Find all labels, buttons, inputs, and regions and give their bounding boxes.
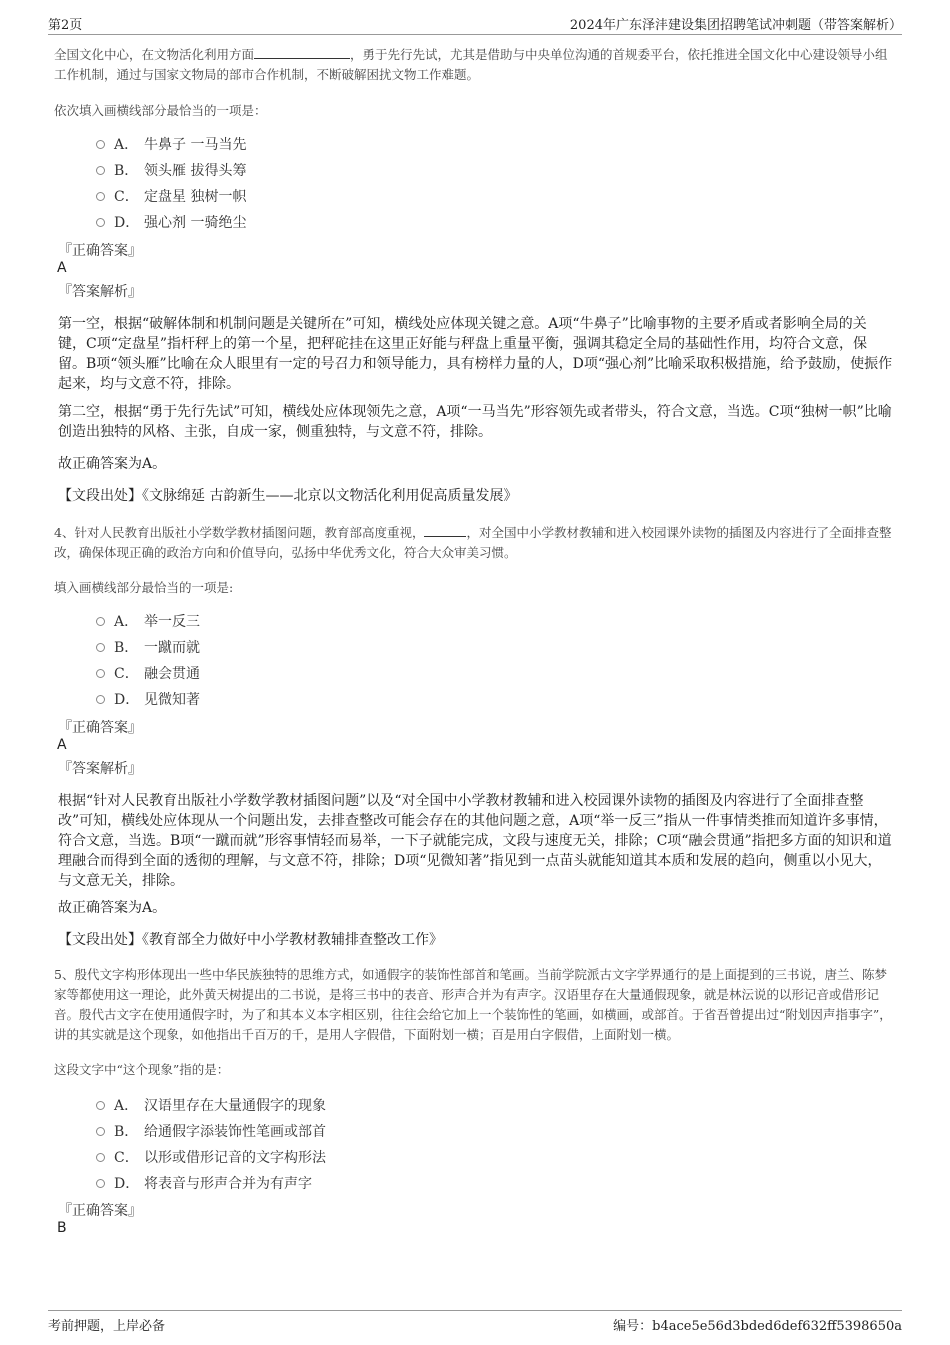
- radio-icon[interactable]: [96, 695, 105, 704]
- radio-icon[interactable]: [96, 192, 105, 201]
- radio-icon[interactable]: [96, 1153, 105, 1162]
- option-d[interactable]: D． 见微知著: [96, 686, 200, 712]
- radio-icon[interactable]: [96, 617, 105, 626]
- q5-options: [96, 1092, 326, 1196]
- page-header: [48, 12, 902, 35]
- radio-icon[interactable]: [96, 669, 105, 678]
- option-a[interactable]: A． 牛鼻子 一马当先: [96, 131, 246, 157]
- q3-prompt: 依次填入画横线部分最恰当的一项是：: [54, 103, 267, 118]
- q3-analysis-para-1: 第一空，根据“破解体制和机制问题是关键所在”可知，横线处应体现关键之意。A项“牛鼻子”比喻事物的主要矛盾或者影响全局的关键，C项“定盘星”指杆秤上的第一个星，把秤砣挂在这里正好能与秤盘上重量平衡，强调其稳定全局的基础性作用，均符合文意，保留。B项“领头雁”比喻在众人眼里有一定的号召力和领导能力，具有榜样力量的人，D项“强心剂”比喻采取积极措施，给予鼓励，使振作起来，均与文意不符，排除。: [58, 316, 893, 392]
- q3-answer-label: 『正确答案』: [58, 243, 142, 259]
- q3-conclusion: 故正确答案为A。: [58, 456, 167, 472]
- q3-stem: 全国文化中心，在文物活化利用方面 ，勇于先行先试，尤其是借助与中央单位沟通的首规委平台，依托推进全国文化中心建设领导小组工作机制，通过与国家文物局的部市合作机制，不断破解困扰文物工作难题。: [54, 44, 896, 85]
- option-a[interactable]: A． 汉语里存在大量通假字的现象: [96, 1092, 326, 1118]
- option-c[interactable]: C． 定盘星 独树一帜: [96, 183, 246, 209]
- q5-stem: 5、殷代文字构形体现出一些中华民族独特的思维方式，如通假字的装饰性部首和笔画。当前学院派古文字学界通行的是上面提到的三书说，唐兰、陈梦家等都使用这一理论，此外黄天树提出的二书说，是将三书中的表音、形声合并为有声字。汉语里存在大量通假现象，就是林沄说的以形记音或借形记音。殷代古文字在使用通假字时，为了和其本义本字相区别，往往会给它加上一个装饰性的笔画，如横画，或部首。于省吾曾提出过“附划因声指事字”，讲的其实就是这个现象，如他指出千百万的千，是用人字假借，下面附划一横；百是用白字假借，上面附划一横。: [54, 967, 892, 1042]
- q4-prompt: 填入画横线部分最恰当的一项是:: [54, 580, 234, 595]
- q4-answer-label: 『正确答案』: [58, 720, 142, 736]
- radio-icon[interactable]: [96, 643, 105, 652]
- option-b[interactable]: B． 领头雁 拔得头筹: [96, 157, 246, 183]
- page-footer: [48, 1310, 902, 1335]
- option-b[interactable]: B． 给通假字添装饰性笔画或部首: [96, 1118, 326, 1144]
- q3-analysis-label: 『答案解析』: [58, 284, 142, 300]
- q4-options: [96, 608, 200, 712]
- q5-prompt: 这段文字中“这个现象”指的是：: [54, 1062, 230, 1077]
- option-d[interactable]: D． 将表音与形声合并为有声字: [96, 1170, 326, 1196]
- q4-analysis-label: 『答案解析』: [58, 761, 142, 777]
- radio-icon[interactable]: [96, 140, 105, 149]
- q3-analysis-para-2: 第二空，根据“勇于先行先试”可知，横线处应体现领先之意，A项“一马当先”形容领先或者带头，符合文意，当选。C项“独树一帜”比喻创造出独特的风格、主张，自成一家，侧重独特，与文意不符，排除。: [58, 404, 892, 440]
- q5-answer-label: 『正确答案』: [58, 1203, 142, 1219]
- radio-icon[interactable]: [96, 1179, 105, 1188]
- q3-source: 【文段出处】《文脉绵延 古韵新生——北京以文物活化利用促高质量发展》: [58, 488, 518, 504]
- radio-icon[interactable]: [96, 166, 105, 175]
- q5-answer: B: [57, 1220, 67, 1236]
- option-c[interactable]: C． 以形或借形记音的文字构形法: [96, 1144, 326, 1170]
- radio-icon[interactable]: [96, 1127, 105, 1136]
- q3-answer: A: [57, 260, 67, 276]
- q3-options: [96, 131, 246, 235]
- q4-source: 【文段出处】《教育部全力做好中小学教材教辅排查整改工作》: [58, 932, 443, 948]
- document-id: 编号：b4ace5e56d3bded6def632ff5398650a: [613, 1319, 902, 1334]
- footer-slogan: 考前押题，上岸必备: [48, 1319, 166, 1334]
- radio-icon[interactable]: [96, 218, 105, 227]
- page-number: 第2页: [48, 18, 83, 33]
- document-title: 2024年广东泽沣建设集团招聘笔试冲刺题（带答案解析）: [569, 18, 902, 33]
- fill-blank: [254, 44, 350, 59]
- q4-analysis-para-1: 根据“针对人民教育出版社小学数学教材插图问题”以及“对全国中小学教材教辅和进入校园课外读物的插图及内容进行了全面排查整改”可知，横线处应体现从一个问题出发，去排查整改可能会存在的其他问题之意，A项“举一反三”指从一件事情类推而知道许多事情，符合文意，当选。B项“一蹴而就”形容事情轻而易举，一下子就能完成，文段与速度无关，排除；C项“融会贯通”指把多方面的知识和道理融合而得到全面的透彻的理解，与文意不符，排除；D项“见微知著”指见到一点苗头就能知道其本质和发展的趋向，侧重以小见大，与文意无关，排除。: [58, 793, 892, 889]
- radio-icon[interactable]: [96, 1101, 105, 1110]
- q4-conclusion: 故正确答案为A。: [58, 900, 167, 916]
- option-a[interactable]: A． 举一反三: [96, 608, 200, 634]
- option-b[interactable]: B． 一蹴而就: [96, 634, 200, 660]
- q4-stem: 4、针对人民教育出版社小学数学教材插图问题，教育部高度重视， ，对全国中小学教材教辅和进入校园课外读物的插图及内容进行了全面排查整改，确保体现正确的政治方向和价值导向，弘扬中华优秀文化，符合大众审美习惯。: [54, 522, 896, 563]
- q4-answer: A: [57, 737, 67, 753]
- option-d[interactable]: D． 强心剂 一骑绝尘: [96, 209, 246, 235]
- option-c[interactable]: C． 融会贯通: [96, 660, 200, 686]
- fill-blank: [424, 522, 466, 537]
